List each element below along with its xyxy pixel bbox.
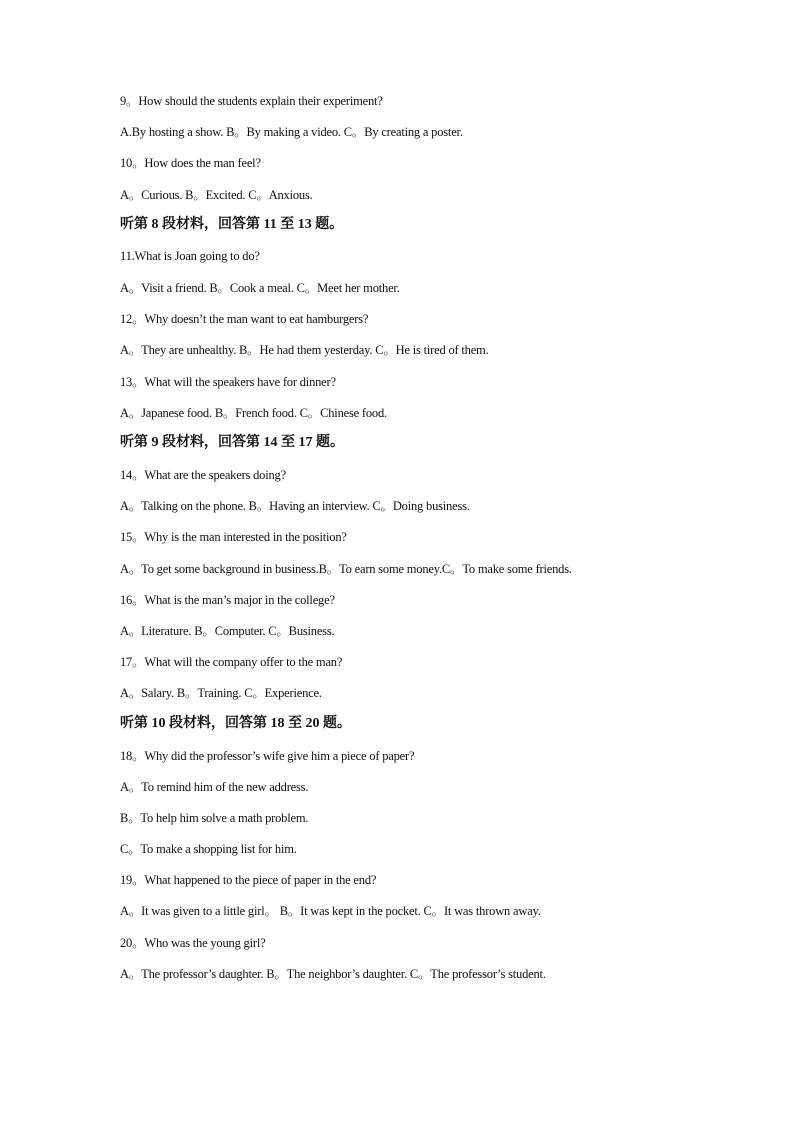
question-18: 18。Why did the professor’s wife give him a piece of paper? (120, 749, 415, 763)
question-11: 11.What is Joan going to do? (120, 249, 260, 263)
options-19: A。It was given to a little girl。 B。It was kept in the pocket. C。It was thrown away. (120, 904, 541, 918)
option-18-c: C。To make a shopping list for him. (120, 842, 297, 856)
question-19: 19。What happened to the piece of paper in the end? (120, 873, 377, 887)
options-10: A。Curious. B。Excited. C。Anxious. (120, 188, 313, 202)
options-17: A。Salary. B。Training. C。Experience. (120, 686, 322, 700)
question-16: 16。What is the man’s major in the college? (120, 593, 335, 607)
section-heading-8: 听第 8 段材料，回答第 11 至 13 题。 (120, 217, 344, 232)
options-16: A。Literature. B。Computer. C。Business. (120, 624, 335, 638)
options-14: A。Talking on the phone. B。Having an interview. C。Doing business. (120, 499, 470, 513)
section-heading-10: 听第 10 段材料，回答第 18 至 20 题。 (120, 716, 351, 731)
question-17: 17。What will the company offer to the man? (120, 655, 343, 669)
question-12: 12。Why doesn’t the man want to eat hamburgers? (120, 312, 369, 326)
question-13: 13。What will the speakers have for dinner? (120, 375, 336, 389)
options-11: A。Visit a friend. B。Cook a meal. C。Meet her mother. (120, 281, 400, 295)
question-10: 10。How does the man feel? (120, 156, 261, 170)
option-18-a: A。To remind him of the new address. (120, 780, 309, 794)
section-heading-9: 听第 9 段材料，回答第 14 至 17 题。 (120, 435, 344, 450)
options-15: A。To get some background in business.B。To earn some money.C。To make some friends. (120, 562, 572, 576)
option-18-b: B。To help him solve a math problem. (120, 811, 309, 825)
options-9: A.By hosting a show. B。By making a video. C。By creating a poster. (120, 125, 463, 139)
question-14: 14。What are the speakers doing? (120, 468, 286, 482)
options-20: A。The professor’s daughter. B。The neighbor’s daughter. C。The professor’s student. (120, 967, 546, 981)
question-15: 15。Why is the man interested in the position? (120, 530, 347, 544)
question-9: 9。How should the students explain their experiment? (120, 94, 383, 108)
question-20: 20。Who was the young girl? (120, 936, 266, 950)
options-13: A。Japanese food. B。French food. C。Chinese food. (120, 406, 387, 420)
options-12: A。They are unhealthy. B。He had them yesterday. C。He is tired of them. (120, 343, 489, 357)
